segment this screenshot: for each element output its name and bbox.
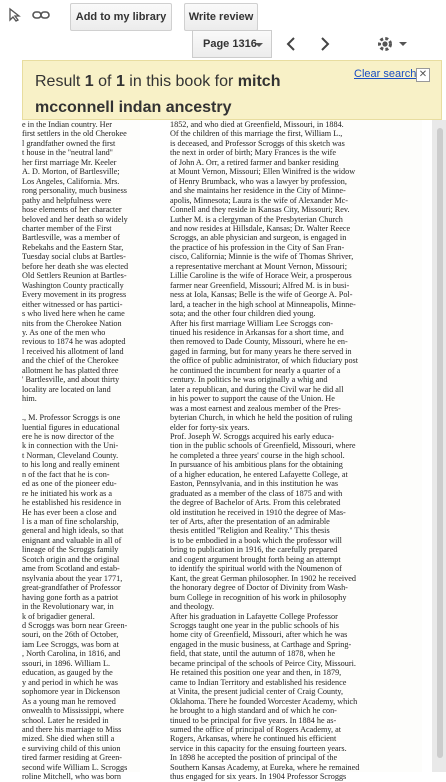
text-line: s who lived here when he came [22, 309, 125, 319]
text-line: was a most earnest and zealous member of the Pres- [170, 403, 341, 413]
text-line: Prof. Joseph W. Scroggs acquired his early educa- [170, 431, 334, 441]
text-line: second wife William L. Scroggs [22, 762, 128, 772]
page-label: Page 1316 [203, 38, 257, 50]
text-line: d Scroggs was born near Green- [22, 621, 128, 631]
text-line: general and high ideals, so that [22, 526, 124, 536]
text-line: Los Angeles, California. Mrs. [22, 176, 120, 186]
next-page-button[interactable] [312, 31, 338, 57]
result-of: of [93, 73, 116, 90]
text-line: revious to 1874 he was adopted [22, 337, 126, 347]
link-icon[interactable] [28, 2, 54, 28]
scrollbar-thumb[interactable] [437, 128, 443, 758]
text-line: e surviving child of this union [22, 743, 121, 753]
text-line: Scroggs, an able physician and surgeon, is engaged in [170, 233, 347, 243]
text-line: he completed a three years' course in the high school. [170, 450, 345, 460]
write-review-button[interactable]: Write review [184, 3, 258, 31]
text-line: A. D. Morton, of Bartlesville; [22, 167, 120, 177]
text-line: 1852, and who died at Greenfield, Missouri, in 1884. [170, 120, 344, 129]
text-line: education, as gauged by the [22, 668, 113, 678]
text-line: the practice of his profession in the City of San Fran- [170, 242, 345, 252]
text-line: iam Lee Scroggs, was born at [22, 639, 119, 649]
text-line: bring to publication in 1916, the carefully prepared [170, 545, 338, 555]
text-line: l received his allotment of land [22, 346, 124, 356]
text-line: Old Settlers Reunion at Bartles- [22, 271, 127, 281]
text-line: Every movement in its progress [22, 290, 127, 300]
text-line: field, that state, until the autumn of 1878, when he [170, 649, 336, 659]
add-to-library-button[interactable]: Add to my library [70, 3, 172, 31]
text-line: Rogers, Arkansas, where he continued his efficient [170, 734, 337, 744]
text-line: later a republican, and during the Civil war he did all [170, 384, 344, 394]
text-line: of Henry Brumback, who was a lawyer by profession, [170, 176, 347, 186]
text-line: gaged in farming, but for many years he there served in [170, 346, 352, 356]
text-line: l is a man of fine scholarship, [22, 517, 119, 527]
result-suffix: in this book for [124, 73, 238, 90]
text-line: the next in order of birth; Mary Frances is the wife [170, 148, 336, 158]
text-line: l grandfather owned the first [22, 138, 116, 148]
left-gutter [0, 60, 22, 772]
text-line: home city of Greenfield, Missouri, after which he was [170, 630, 348, 640]
text-line: Tuesday social clubs at Bartles- [22, 252, 126, 262]
page-selector[interactable] [192, 30, 272, 58]
text-line: century. In politics he was originally a whig and [170, 375, 328, 385]
text-line: onwealth to Mississippi, where [22, 706, 124, 716]
book-page-left-column [22, 120, 140, 782]
text-line: sota; and the other four children died young. [170, 309, 316, 319]
text-line: tinued his residence in Arkansas for a short time, and [170, 327, 344, 337]
text-line: rong personality, much business [22, 186, 127, 196]
text-line: either witnessed or has partici- [22, 299, 123, 309]
text-line: is deceased, and Professor Scroggs of this sketch was [170, 138, 345, 148]
text-line: Rebekahs and the Eastern Star, [22, 242, 124, 252]
text-line: he continued the incumbent for nearly a quarter of a [170, 365, 341, 375]
text-line: farmer near Greenfield, Missouri; Alfred M. is in busi- [170, 280, 350, 290]
text-line: and cogent argument brought forth being an attempt [170, 554, 341, 564]
text-line: and she maintains her residence in the City of Minne- [170, 186, 346, 196]
text-line: y and period in which he was [22, 677, 118, 687]
text-line: After his graduation in Lafayette College Professor [170, 611, 338, 621]
text-line: service in this capacity for the ensuing fourteen years. [170, 743, 347, 753]
text-line: beloved and her death so widely [22, 214, 128, 224]
text-line: Luther M. is a clergyman of the Presbyterian Church [170, 214, 343, 224]
text-line: and theology. [170, 602, 215, 612]
text-line: having gone forth as a patriot [22, 592, 119, 602]
text-line: in the Revolutionary war, in [22, 602, 114, 612]
text-line: sophomore year in Dickenson [22, 687, 120, 697]
text-line: y. As one of the men who [22, 327, 106, 337]
settings-gear-icon[interactable] [368, 31, 414, 57]
text-line: ed as one of the pioneer edu- [22, 479, 117, 489]
text-line: the honorary degree of Doctor of Divinity from Wash- [170, 583, 348, 593]
book-page-right-column [170, 120, 422, 782]
text-line: the degree of Bachelor of Arts. From this celebrated [170, 498, 341, 508]
text-line: enignant and valuable in all of [22, 535, 122, 545]
text-line: tired farmer residing at Green- [22, 753, 123, 763]
text-line: Scotch origin and the original [22, 554, 120, 564]
text-line: Easton, Pennsylvania, and in this institution he was [170, 479, 339, 489]
text-line: and now resides at Hillsdale, Kansas; Dr. Walter Reece [170, 223, 351, 233]
text-line: re he initiated his work as a [22, 488, 113, 498]
text-line: Oklahoma. There he founded Worcester Academy, which [170, 696, 358, 706]
text-line: first settlers in the old Cherokee [22, 129, 127, 139]
text-line: locality are located on land [22, 384, 111, 394]
text-line: of John A. Orr, a retired farmer and banker residing [170, 157, 339, 167]
text-line: pathy and helpfulness were [22, 195, 112, 205]
text-line: of a higher education, he entered Lafayette College, at [170, 469, 348, 479]
text-line: the office of public administrator, of which fiduciary post [170, 356, 359, 366]
chevron-down-icon [399, 42, 407, 46]
text-line: and the chief of the Cherokee [22, 356, 119, 366]
text-line: tion in the public schools of Greenfield, Missouri, where [170, 441, 356, 451]
text-line: is to be embodied in a book which the professor will [170, 535, 342, 545]
text-line: elder for forty-six years. [170, 422, 250, 432]
text-line: nits from the Cherokee Nation [22, 318, 122, 328]
clear-search-link[interactable]: Clear search [354, 68, 417, 80]
text-line: Kant, the great German philosopher. In 1902 he received [170, 573, 356, 583]
text-line: then removed to Dade County, Missouri, where he en- [170, 337, 348, 347]
text-line: thus engaged for six years. In 1904 Professor Scroggs [170, 772, 347, 782]
text-line: ' Bartlesville, and about thirty [22, 375, 120, 385]
text-line: before her death she was elected [22, 261, 129, 271]
text-line: mized. She died when still a [22, 734, 115, 744]
text-line: great-grandfather of Professor [22, 583, 121, 593]
text-line: t Norman, Cleveland County. [22, 450, 119, 460]
text-line: Bartlesville, was a member of [22, 233, 120, 243]
text-line: school. Later he resided in [22, 715, 109, 725]
text-line: he brought to a high standard and of which he con- [170, 706, 337, 716]
text-line: and there his marriage to Miss [22, 725, 122, 734]
text-line: ter of Arts, after the presentation of an admirable [170, 517, 330, 527]
text-line: As a young man he removed [22, 696, 116, 706]
text-line: t house in the ''neutral land'' [22, 148, 113, 158]
text-line: Southern Kansas Academy, at Eureka, where he remained [170, 762, 360, 772]
result-total: 1 [115, 73, 125, 90]
select-tool-icon[interactable] [2, 2, 28, 28]
text-line: engaged in the music business, at Carthage and Spring- [170, 639, 352, 649]
text-line: ame from Scotland and estab- [22, 564, 120, 574]
text-line: He has ever been a close and [22, 507, 117, 517]
text-line: k of brigadier general. [22, 611, 95, 621]
text-line: to identify the spiritual world with the Noumenon of [170, 564, 342, 574]
text-line [22, 404, 140, 413]
toolbar [0, 0, 446, 60]
text-line: her first marriage Mr. Keeler [22, 157, 117, 167]
text-line: In 1898 he accepted the position of principal of the [170, 753, 338, 763]
text-line: sumed the office of principal of Rogers Academy, at [170, 725, 341, 734]
text-line: , North Carolina, in 1816, and [22, 649, 121, 659]
search-result-banner [22, 60, 442, 120]
text-line: luential figures in educational [22, 422, 120, 432]
text-line: at Mount Vernon, Missouri; Ellen Winifred is the widow [170, 167, 356, 177]
text-line: Lillie Caroline is the wife of Horace Weir, a prosperous [170, 271, 352, 281]
text-line: became principal of the schools of Peirce City, Missouri. [170, 658, 356, 668]
text-line: cisco, California; Minnie is the wife of Thomas Shriver, [170, 252, 354, 262]
result-prefix: Result [35, 73, 85, 90]
search-result-text [35, 69, 335, 121]
text-line: e in the Indian country. Her [22, 120, 112, 129]
text-line: roline Mitchell, who was born [22, 772, 121, 782]
text-line: Scroggs taught one year in the public schools of his [170, 621, 339, 631]
previous-page-button[interactable] [278, 31, 304, 57]
text-line: ., M. Professor Scroggs is one [22, 413, 121, 423]
text-line: nsylvania about the year 1771, [22, 573, 123, 583]
text-line: hose elements of her character [22, 205, 122, 215]
text-line: Washington County practically [22, 280, 124, 290]
text-line: to his long and really eminent [22, 460, 120, 470]
text-line: Of the children of this marriage the first, William L., [170, 129, 343, 139]
text-line: k in connection with the Uni- [22, 441, 119, 451]
result-current: 1 [84, 73, 94, 90]
text-line: came to Indian Territory and established his residence [170, 677, 347, 687]
close-icon[interactable]: ✕ [416, 68, 430, 82]
text-line: allotment he has platted three [22, 365, 119, 375]
text-line: charter member of the First [22, 223, 112, 233]
text-line: a representative merchant at Mount Vernon, Missouri; [170, 261, 347, 271]
text-line: byterian Church, in which he held the position of ruling [170, 413, 353, 423]
text-line: n of the fact that he is con- [22, 469, 110, 479]
chevron-down-icon [255, 43, 263, 47]
text-line: burn College in recognition of his work in philosophy [170, 592, 347, 602]
text-line: lard, a teacher in the high school at Minneapolis, Minne- [170, 299, 356, 309]
search-query: mitch mcconnell indan ancestry [35, 73, 281, 116]
text-line: ssouri, in 1896. William L. [22, 658, 110, 668]
text-line: in his power to support the cause of the Union. He [170, 394, 335, 404]
text-line: tinued to be principal for five years. In 1884 he as- [170, 715, 337, 725]
text-line: Connell and they reside in Kansas City, Missouri; Rev. [170, 205, 350, 215]
text-line: After his first marriage William Lee Scroggs con- [170, 318, 333, 328]
text-line: old institution he received in 1910 the degree of Mas- [170, 507, 346, 517]
text-line: him. [22, 394, 37, 404]
text-line: he established his residence in [22, 498, 122, 508]
text-line: In pursuance of his ambitious plans for the obtaining [170, 460, 343, 470]
text-line: souri, on the 26th of October, [22, 630, 119, 640]
text-line: ere he is now director of the [22, 431, 114, 441]
text-line: apolis, Minnesota; Laura is the wife of Alexander Mc- [170, 195, 349, 205]
text-line: thesis entitled ''Religion and Reality.'' This thesis [170, 526, 330, 536]
text-line: graduated as a member of the class of 1875 and with [170, 488, 343, 498]
text-line: lineage of the Scroggs family [22, 545, 119, 555]
text-line: ness at Iola, Kansas; Belle is the wife of George A. Pol- [170, 290, 353, 300]
text-line: He retained this position one year and then, in 1879, [170, 668, 342, 678]
text-line: at Vinita, the present judicial center of Craig County, [170, 687, 343, 697]
